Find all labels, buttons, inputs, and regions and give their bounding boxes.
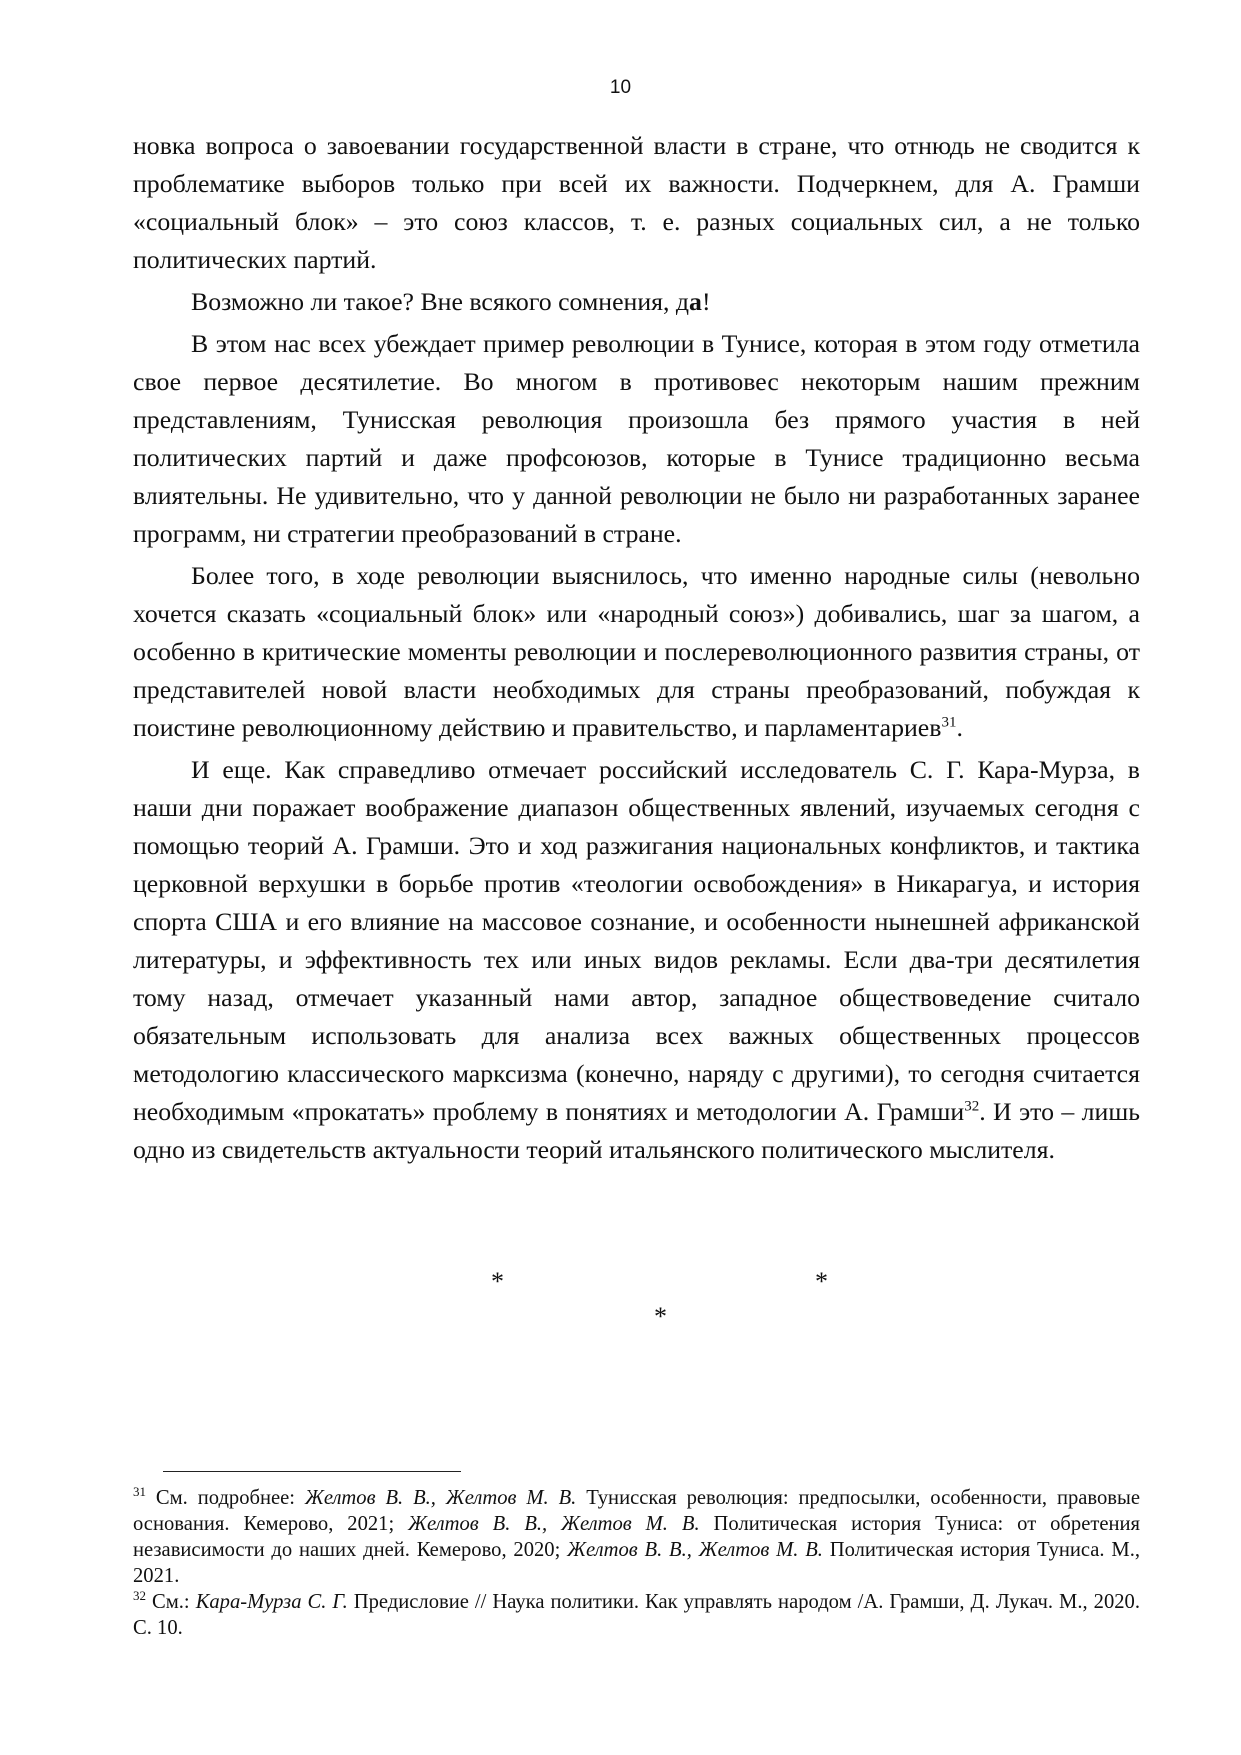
- footnote-ref-32[interactable]: 32: [964, 1098, 980, 1115]
- paragraph-social-block-text: Более того, в ходе революции выяснилось, что именно народные силы (невольно хочется сказать «социальный блок» или «народный союз») добивались, шаг за шагом, а особенно в критические моменты революции и послереволюционного развития страны, от представителей новой власти необходимых для страны преобразований, побуждая к поистине революционному действию и правительство, и парламентариев: [133, 561, 1140, 742]
- paragraph-kara-murza: [133, 751, 1140, 1169]
- footnote-text: Тунисская революция: предпосылки, особенности, правовые основания. Кемерово, 2021;: [133, 1487, 1140, 1535]
- paragraph-question-end: !: [701, 287, 711, 316]
- footnote-31: [133, 1485, 1140, 1589]
- asterisk-right: *: [815, 1267, 828, 1296]
- footnote-text: Политическая история Туниса. М., 2021.: [133, 1539, 1140, 1587]
- paragraph-question: [133, 283, 1140, 321]
- paragraph-social-block-end: .: [956, 713, 963, 742]
- paragraph-kara-murza-end: . И это – лишь одно из свидетельств актуальности теорий итальянского политического мыслителя.: [133, 1097, 1140, 1164]
- paragraph-tunisia: В этом нас всех убеждает пример революции в Тунисе, которая в этом году отметила свое первое десятилетие. Во многом в противовес некоторым нашим прежним представлениям, Тунисская революция произошла без прямого участия в ней политических партий и даже профсоюзов, которые в Тунисе традиционно весьма влиятельны. Не удивительно, что у данной революции не было ни разработанных заранее программ, ни стратегии преобразований в стране.: [133, 329, 1140, 548]
- paragraph-kara-murza-text: И еще. Как справедливо отмечает российский исследователь С. Г. Кара-Мурза, в наши дни поражает воображение диапазон общественных явлений, изучаемых сегодня с помощью теорий А. Грамши. Это и ход разжигания национальных конфликтов, и тактика церковной верхушки в борьбе против «теологии освобождения» в Никарагуа, и история спорта США и его влияние на массовое сознание, и особенности нынешней африканской литературы, и эффективность тех или иных видов рекламы. Если два-три десятилетия тому назад, отмечает указанный нами автор, западное обществоведение считало обязательным использовать для анализа всех важных общественных процессов методологию классического марксизма (конечно, наряду с другими), то сегодня считается необходимым «прокатать» проблему в понятиях и методологии А. Грамши: [133, 755, 1140, 1126]
- footnotes: [133, 1485, 1140, 1641]
- footnote-ref-31[interactable]: 31: [941, 714, 957, 731]
- asterisk-center: *: [654, 1302, 667, 1331]
- footnote-32: [133, 1589, 1140, 1641]
- footnote-authors: Кара-Мурза С. Г.: [195, 1591, 348, 1613]
- footnote-divider: [163, 1471, 461, 1472]
- footnote-authors: Желтов В. В., Желтов М. В.: [408, 1513, 700, 1535]
- footnote-text: Политическая история Туниса: от обретения независимости до наших дней. Кемерово, 2020;: [133, 1513, 1140, 1561]
- footnote-authors: Желтов В. В., Желтов М. В.: [567, 1539, 823, 1561]
- footnote-text: См. подробнее:: [146, 1487, 305, 1509]
- footnote-text: См.:: [146, 1591, 196, 1613]
- emphasis-letter: а: [689, 287, 702, 316]
- asterisk-left: *: [491, 1267, 504, 1296]
- paragraph-continuation: новка вопроса о завоевании государственной власти в стране, что отнюдь не сводится к проблематике выборов только при всей их важности. Подчеркнем, для А. Грамши «социальный блок» – это союз классов, т. е. разных социальных сил, а не только политических партий.: [133, 131, 1140, 274]
- footnote-number: 32: [133, 1588, 146, 1604]
- body-text: [133, 127, 1140, 1169]
- footnote-number: 31: [133, 1484, 146, 1500]
- page-number: 10: [609, 77, 632, 98]
- paragraph-question-text: Возможно ли такое? Вне всякого сомнения, д: [191, 287, 690, 316]
- footnote-authors: Желтов В. В., Желтов М. В.: [304, 1487, 577, 1509]
- paragraph-social-block: [133, 557, 1140, 747]
- footnote-text: Предисловие // Наука политики. Как управлять народом /А. Грамши, Д. Лукач. М., 2020. С. 10.: [133, 1591, 1140, 1639]
